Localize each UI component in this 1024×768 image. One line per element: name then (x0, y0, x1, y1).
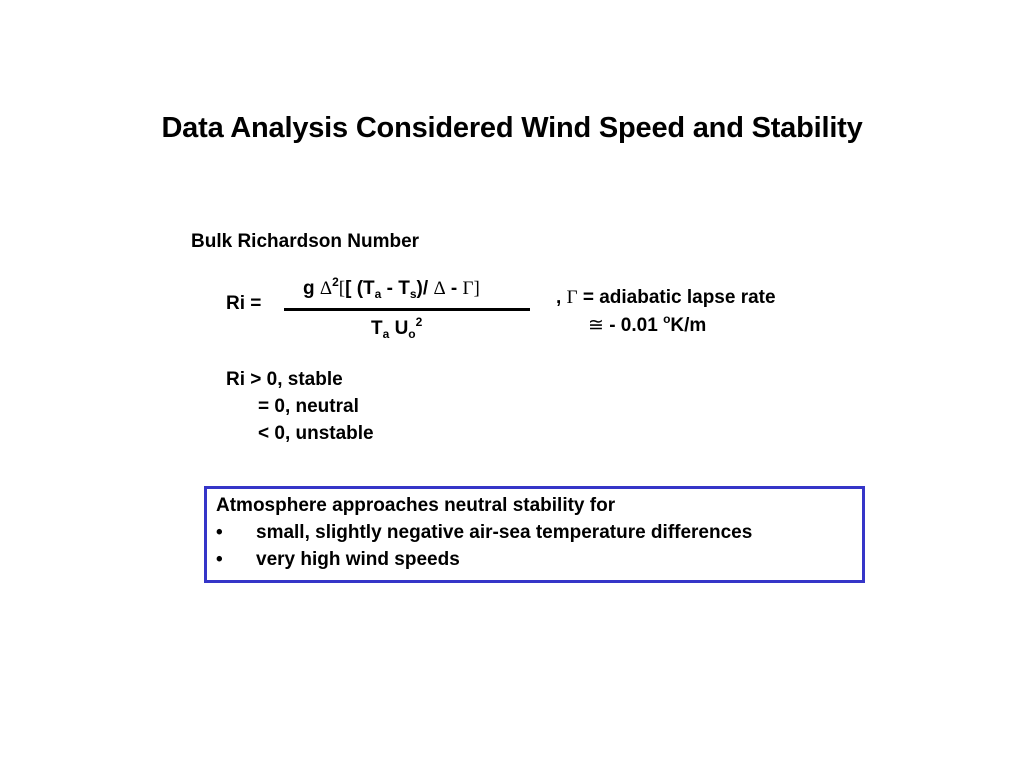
exponent: 2 (332, 275, 339, 289)
numerator-text-1: [ (T (345, 278, 375, 299)
g-symbol: g (303, 278, 315, 299)
gamma-unit: K/m (670, 315, 707, 336)
denominator-t: T (371, 318, 383, 339)
subscript-a: a (382, 327, 390, 341)
denominator-u: U (389, 318, 409, 339)
comma: , (556, 287, 567, 308)
numerator-text-3: )/ (416, 278, 434, 299)
numerator-minus: - (445, 278, 463, 299)
subscript-o: o (408, 327, 416, 341)
fraction-bar (284, 308, 530, 311)
formula-numerator (303, 275, 480, 301)
condition-neutral: = 0, neutral (258, 396, 359, 417)
slide-title: Data Analysis Considered Wind Speed and Stability (161, 112, 863, 144)
numerator-text-2: - T (381, 278, 410, 299)
note-bullet-item (216, 522, 752, 544)
subscript-s: s (409, 287, 417, 301)
note-heading: Atmosphere approaches neutral stability for (216, 495, 616, 516)
bracket-open: [ (338, 278, 346, 299)
gamma-icon: Γ (462, 278, 474, 299)
bracket-close: ] (473, 278, 480, 299)
condition-stable: Ri > 0, stable (226, 369, 343, 390)
note-bullet-item (216, 549, 460, 571)
note-box (204, 486, 865, 583)
delta-icon: Δ (319, 278, 333, 299)
bullet-icon: • (216, 549, 223, 570)
note-bullet-text: very high wind speeds (256, 549, 460, 570)
delta-icon-2: Δ (433, 278, 446, 299)
gamma-value-number: - 0.01 (603, 315, 664, 336)
gamma-definition-text: = adiabatic lapse rate (577, 287, 776, 308)
degree-symbol: o (663, 312, 671, 326)
formula-denominator (371, 315, 423, 341)
gamma-value (588, 314, 706, 337)
note-bullet-text: small, slightly negative air-sea temperature differences (256, 522, 753, 543)
formula-lhs: Ri = (226, 293, 262, 314)
condition-unstable: < 0, unstable (258, 423, 374, 444)
section-heading: Bulk Richardson Number (191, 231, 420, 252)
subscript-a: a (374, 287, 382, 301)
exponent: 2 (415, 315, 423, 329)
gamma-definition (556, 287, 776, 309)
gamma-icon: Γ (566, 287, 578, 308)
approx-equal-icon: ≅ (588, 315, 604, 336)
bullet-icon: • (216, 522, 223, 543)
